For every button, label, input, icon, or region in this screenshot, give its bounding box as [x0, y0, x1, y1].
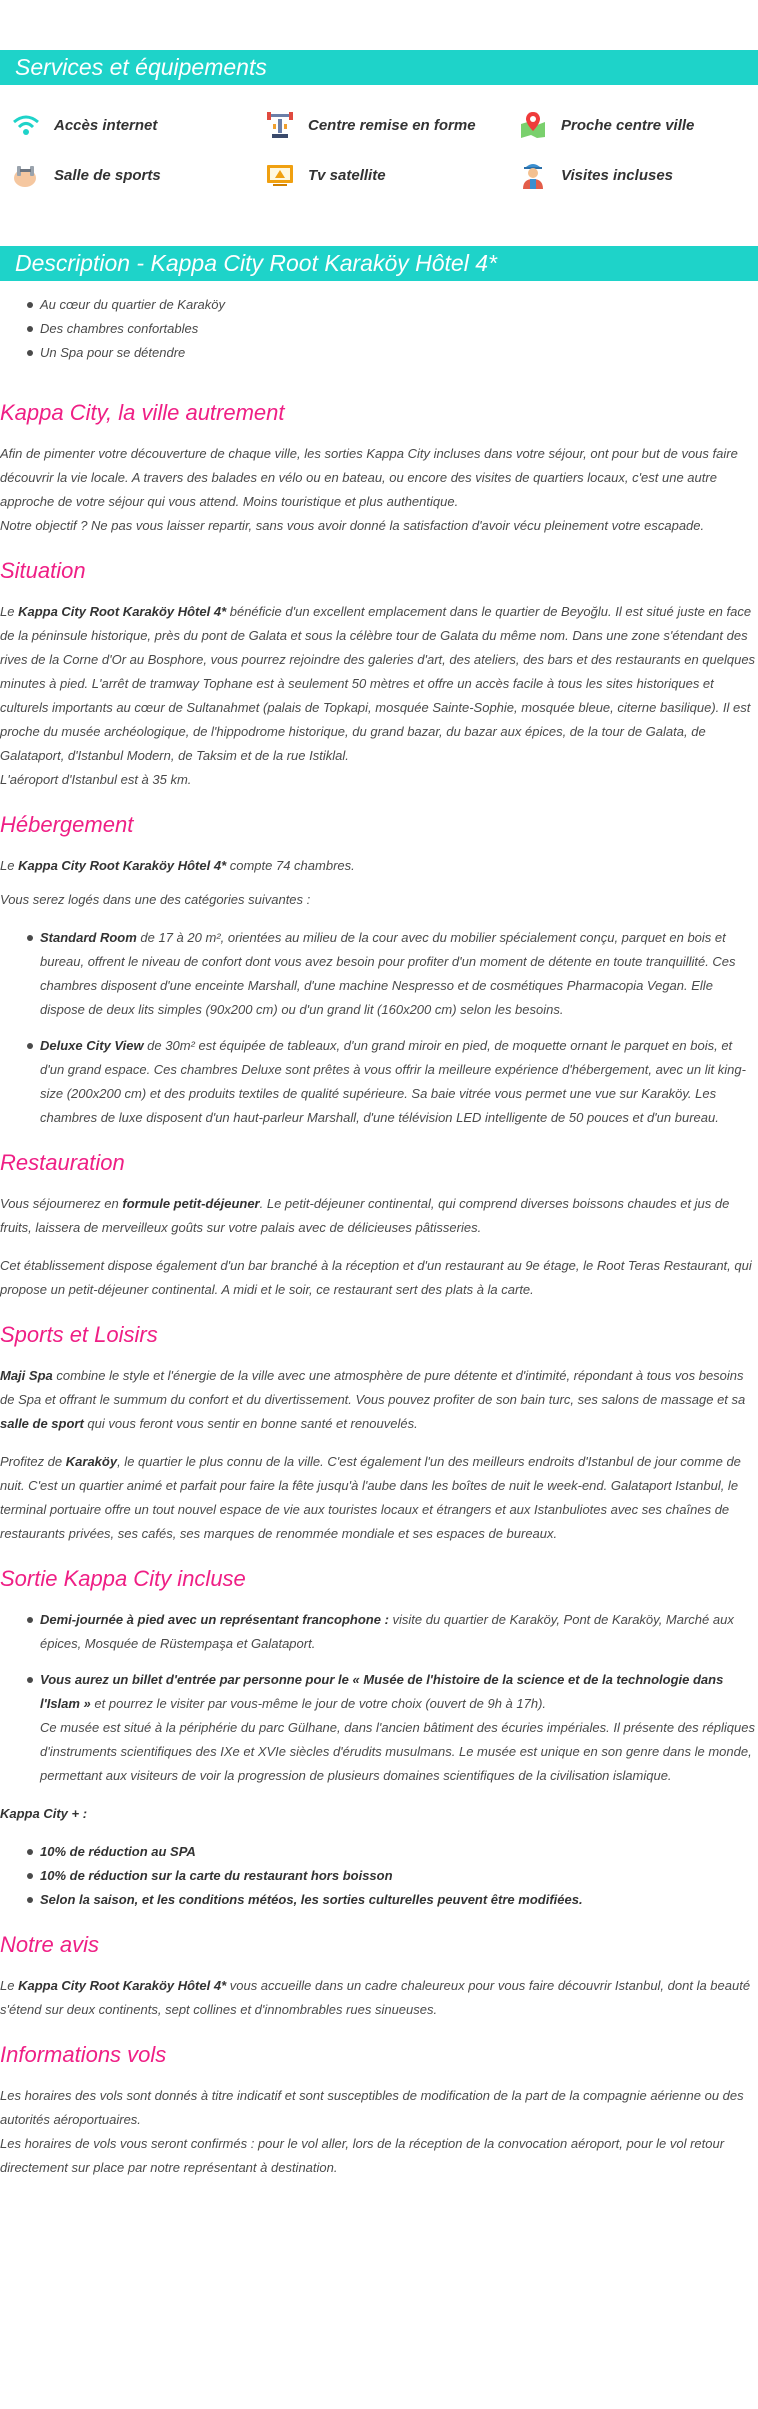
sortie-bold: Vous aurez un billet d'entrée par personne pour le « Musée de l'histoire de la science et de la technologie dans l'Islam » — [40, 1672, 724, 1711]
service-visites — [507, 150, 758, 200]
room-name: Deluxe City View — [40, 1038, 144, 1053]
sortie-extra: Ce musée est situé à la périphérie du parc Gülhane, dans l'ancien bâtiment des écuries impériales. Il présente des répliques d'instruments scientifiques des IXe et XVIe siècles d'érudits musulmans. Le musée est unique en son genre dans le monde, permettant aux visiteurs de voir la progression de plusieurs domaines scientifiques de la civilisation islamique. — [40, 1720, 755, 1783]
service-label: Tv satellite — [308, 166, 386, 184]
service-label: Salle de sports — [54, 166, 161, 184]
room-item — [40, 926, 758, 1022]
service-city — [507, 100, 758, 150]
plus-item — [40, 1840, 758, 1864]
sports-paragraph-2 — [0, 1450, 758, 1546]
text-lead: Le — [0, 1978, 19, 1993]
sortie-item — [40, 1608, 758, 1656]
room-text: de 30m² est équipée de tableaux, d'un grand miroir en pied, de moquette ornant le parquet en bois, et d'un grand espace. Ces chambres Deluxe sont prêtes à vous offrir la meilleure expérience d'hébergement, avec un lit king-size (200x200 cm) et des produits textiles de qualité supérieure. Sa baie vitrée vous permet une vue sur Karaköy. Les chambres de luxe disposent d'un haut-parleur Marshall, d'une télévision LED intelligente de 50 pouces et d'un bureau. — [40, 1038, 746, 1125]
text-lead: Le — [0, 858, 19, 873]
kappa-paragraph: Afin de pimenter votre découverture de chaque ville, les sorties Kappa City incluses dans votre séjour, ont pour but de vous faire découvrir la vie locale. A travers des balades en vélo ou en bateau, ou encore des visites de quartiers locaux, c'est une autre approche de votre séjour qui vous attend. Moins touristique et plus authentique. — [0, 446, 738, 509]
text-part: qui vous feront vous sentir en bonne santé et renouvelés. — [83, 1416, 418, 1431]
board-type: formule petit-déjeuner — [122, 1196, 260, 1211]
hotel-name: Kappa City Root Karaköy Hôtel 4* — [18, 604, 227, 619]
situation-section — [0, 556, 758, 792]
hotel-name: Kappa City Root Karaköy Hôtel 4* — [18, 858, 227, 873]
sortie-title: Sortie Kappa City incluse — [0, 1566, 246, 1591]
sports-paragraph — [0, 1364, 758, 1436]
count-text: compte 74 chambres. — [226, 858, 355, 873]
sortie-item — [40, 1668, 758, 1788]
plus-item — [40, 1888, 758, 1912]
situation-text: bénéficie d'un excellent emplacement dans le quartier de Beyoğlu. Il est situé juste en face de la péninsule historique, près du pont de Galata et sous la célèbre tour de Galata du même nom. Dans une zone s'étendant des rives de la Corne d'Or au Bosphore, vous pourrez rejoindre des galeries d'art, des ateliers, des bars et des restaurants en quelques minutes à pied. L'arrêt de tramway Tophane est à seulement 50 mètres et offre un accès facile à tous les sites historiques et culturels importants au cœur de Sultanahmet (palais de Topkapi, mosquée Sainte-Sophie, mosquée bleue, citerne basilique). Il est proche du musée archéologique, de l'hippodrome historique, du grand bazar, du bazar aux épices, de la tour de Galata, de Galataport, d'Istanbul Modern, de Taksim et de la rue Istiklal. — [0, 604, 756, 763]
highlight-item: Un Spa pour se détendre — [40, 341, 758, 365]
room-item — [40, 1034, 758, 1130]
room-count — [0, 854, 758, 878]
highlight-item: Des chambres confortables — [40, 317, 758, 341]
restauration-title: Restauration — [0, 1150, 125, 1175]
hotel-name: Kappa City Root Karaköy Hôtel 4* — [18, 1978, 227, 1993]
restauration-paragraph — [0, 1192, 758, 1240]
sortie-bold: Demi-journée à pied avec un représentant francophone : — [40, 1612, 389, 1627]
avis-title: Notre avis — [0, 1932, 100, 1957]
avis-section — [0, 1930, 758, 2022]
services-title: Services et équipements — [0, 50, 758, 85]
kappa-title: Kappa City, la ville autrement — [0, 400, 285, 425]
main-content — [0, 398, 758, 2198]
plus-title: Kappa City + : — [0, 1806, 88, 1821]
text-part: . Le petit-déjeuner continental, qui comprend diverses boissons chaudes et jus de fruits, laissera de merveilleux goûts sur votre palais avec de délicieuses pâtisseries. — [0, 1196, 730, 1235]
service-label: Accès internet — [54, 116, 158, 134]
guide-icon — [517, 159, 549, 191]
description-title: Description - Kappa City Root Karaköy Hôtel 4* — [0, 246, 758, 281]
district-name: Karaköy — [65, 1454, 118, 1469]
sports-section — [0, 1320, 758, 1546]
room-name: Standard Room — [40, 930, 137, 945]
avis-paragraph — [0, 1974, 758, 2022]
kappa-objective: Notre objectif ? Ne pas vous laisser repartir, sans vous avoir donné la satisfaction d'avoir vécu pleinement votre escapade. — [0, 518, 705, 533]
vols-paragraph: Les horaires des vols sont donnés à titre indicatif et sont susceptibles de modification de la part de la compagnie aérienne ou des autorités aéroportuaires. — [0, 2088, 744, 2127]
room-text: de 17 à 20 m², orientées au milieu de la cour avec du mobilier spécialement conçu, parquet en bois et bureau, offrent le niveau de confort dont vous avez besoin pour profiter d'un moment de détente en toute tranquillité. Ces chambres disposent d'une enceinte Marshall, d'une machine Nespresso et de cosmétiques Pharmacopia Vegan. Elle dispose de deux lits simples (90x200 cm) ou d'un grand lit (160x200 cm) selon les besoins. — [40, 930, 736, 1017]
spa-name: Maji Spa — [0, 1368, 53, 1383]
sortie-text: et pourrez le visiter par vous-même le jour de votre choix (ouvert de 9h à 17h). — [90, 1696, 547, 1711]
hebergement-section — [0, 810, 758, 1130]
vols-section — [0, 2040, 758, 2180]
restauration-paragraph-2: Cet établissement dispose également d'un bar branché à la réception et d'un restaurant au 9e étage, le Root Teras Restaurant, qui propose un petit-déjeuner continental. A midi et le soir, ce restaurant sert des plats à la carte. — [0, 1258, 752, 1297]
highlight-item: Au cœur du quartier de Karaköy — [40, 293, 758, 317]
text-part: Profitez de — [0, 1454, 66, 1469]
text-part: , le quartier le plus connu de la ville. C'est également l'un des meilleurs endroits d'Istanbul de jour comme de nuit. C'est un quartier animé et parfait pour faire la fête jusqu'à l'aube dans les boîtes de nuit le week-end. Galataport Istanbul, le terminal portuaire offre un tout nouvel espace de vie aux touristes locaux et étrangers et aux Istanbuliotes avec ses chaînes de restaurants privées, ses cafés, ses marques de renommée mondiale et ses espaces de bureaux. — [0, 1454, 741, 1541]
service-gym — [0, 150, 254, 200]
situation-title: Situation — [0, 558, 86, 583]
airport-distance: L'aéroport d'Istanbul est à 35 km. — [0, 772, 192, 787]
wifi-icon — [10, 109, 42, 141]
service-label: Visites incluses — [561, 166, 674, 184]
vols-paragraph-2: Les horaires de vols vous seront confirmés : pour le vol aller, lors de la réception de la convocation aéroport, pour le vol retour directement sur place par notre représentant à destination. — [0, 2136, 725, 2175]
gym-icon — [10, 159, 42, 191]
kappa-section — [0, 398, 758, 538]
services-section — [0, 50, 758, 200]
sports-title: Sports et Loisirs — [0, 1322, 158, 1347]
highlights-list — [40, 293, 758, 365]
fitness-icon — [264, 109, 296, 141]
gym-name: salle de sport — [0, 1416, 84, 1431]
text-part: combine le style et l'énergie de la ville avec une atmosphère de pure détente et d'intimité, répondant à tous vos besoins de Spa et offrant le summum du confort et du divertissement. Vous pouvez profiter de son bain turc, ses salons de massage et sa — [0, 1368, 746, 1407]
room-list — [40, 926, 758, 1130]
vols-title: Informations vols — [0, 2042, 167, 2067]
text-part: Vous séjournerez en — [0, 1196, 123, 1211]
service-label: Proche centre ville — [561, 116, 695, 134]
service-fitness — [254, 100, 507, 150]
plus-item — [40, 1864, 758, 1888]
city-map-icon — [517, 109, 549, 141]
room-intro: Vous serez logés dans une des catégories suivantes : — [0, 892, 311, 907]
restauration-section — [0, 1148, 758, 1302]
plus-text: Selon la saison, et les conditions météos, les sorties culturelles peuvent être modifiées. — [40, 1892, 583, 1907]
tv-icon — [264, 159, 296, 191]
service-internet — [0, 100, 254, 150]
service-label: Centre remise en forme — [308, 116, 476, 134]
description-section — [0, 246, 758, 365]
plus-text: 10% de réduction au SPA — [40, 1844, 196, 1859]
plus-list — [40, 1840, 758, 1912]
plus-text: 10% de réduction sur la carte du restaurant hors boisson — [40, 1868, 393, 1883]
sortie-list — [40, 1608, 758, 1788]
hebergement-title: Hébergement — [0, 812, 134, 837]
sortie-section — [0, 1564, 758, 1912]
sortie-text: visite du quartier de Karaköy, Pont de Karaköy, Marché aux épices, Mosquée de Rüstempaşa et Galataport. — [40, 1612, 734, 1651]
avis-text: vous accueille dans un cadre chaleureux pour vous faire découvrir Istanbul, dont la beauté s'étend sur deux continents, sept collines et d'innombrables rues sinueuses. — [0, 1978, 751, 2017]
service-tv — [254, 150, 507, 200]
situation-paragraph — [0, 600, 758, 768]
text-lead: Le — [0, 604, 19, 619]
